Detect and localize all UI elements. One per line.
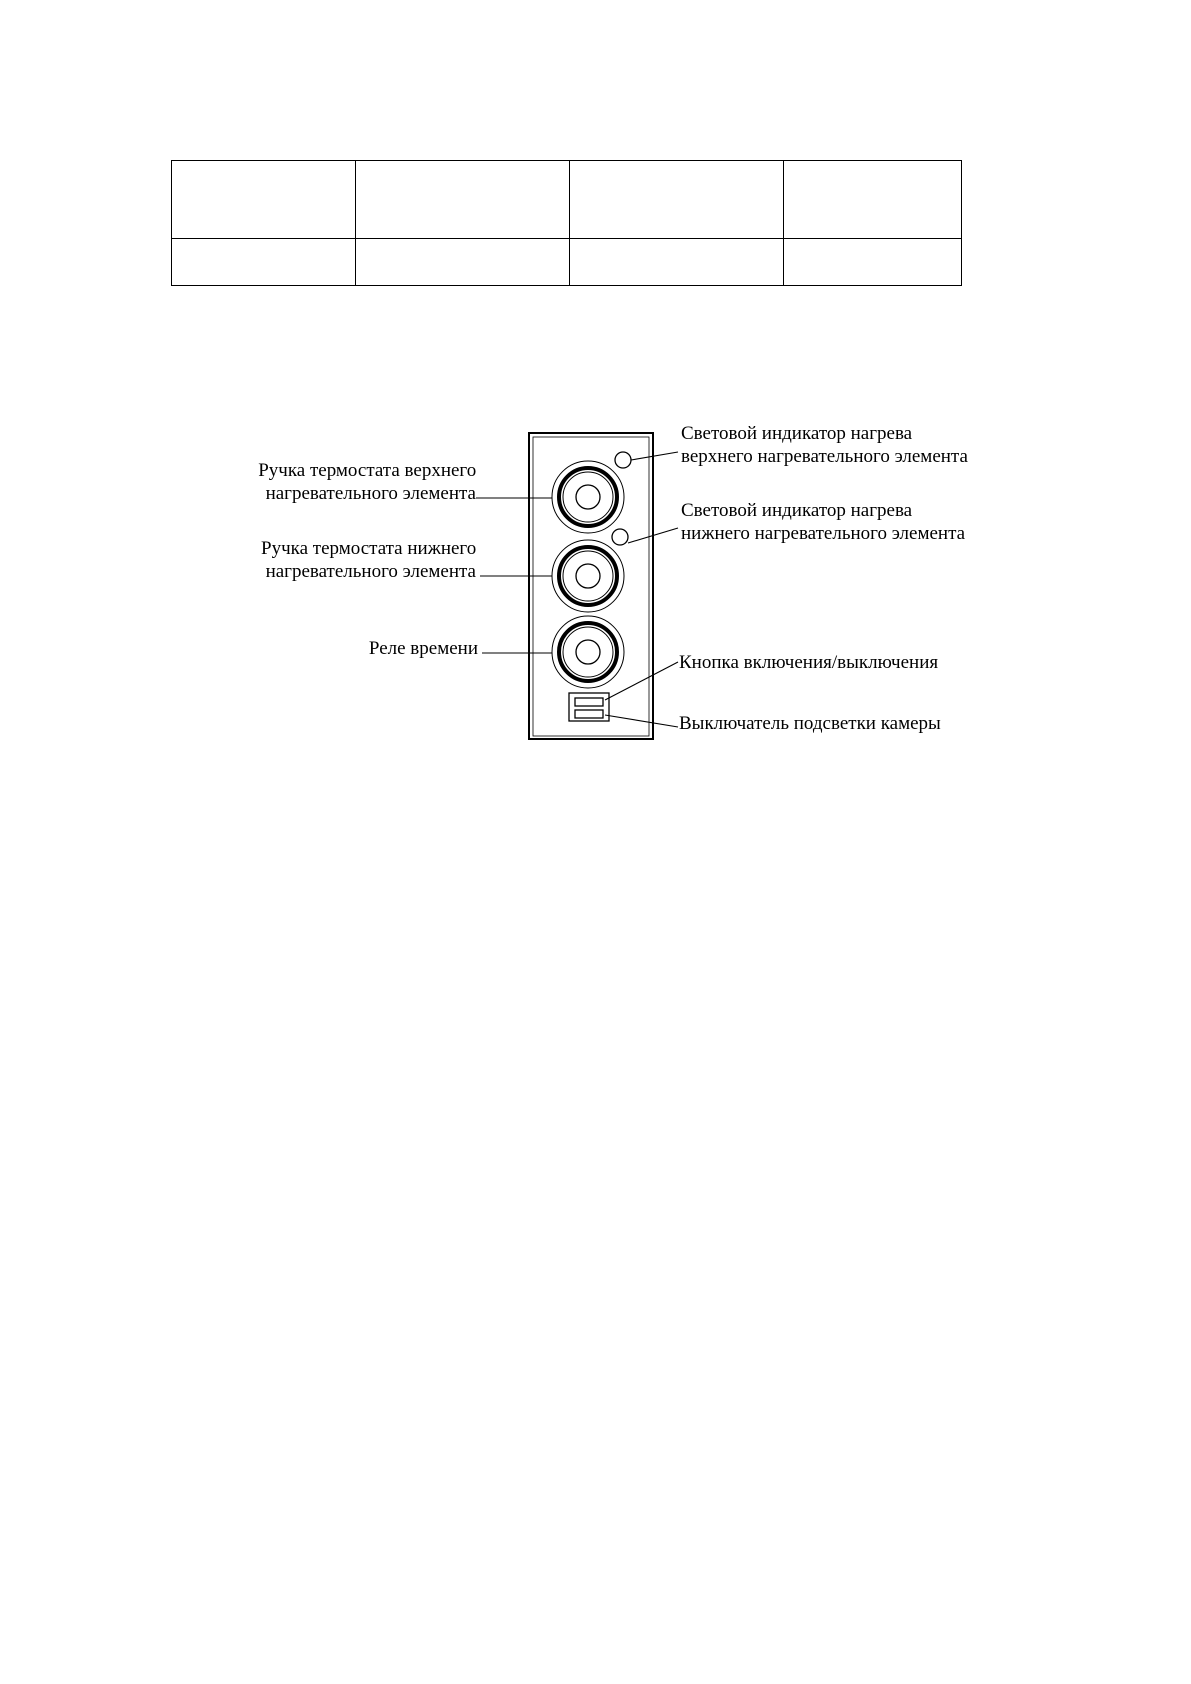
timer-label: Реле времени xyxy=(368,638,478,659)
upper-indicator-light xyxy=(615,452,631,468)
light-switch-label: Выключатель подсветки камеры xyxy=(679,713,941,734)
upper-indicator-label: Световой индикатор нагрева верхнего нагревательного элемента xyxy=(681,423,968,467)
upper-thermostat-knob[interactable] xyxy=(552,461,624,533)
lower-indicator-label: Световой индикатор нагрева нижнего нагревательного элемента xyxy=(681,500,966,544)
power-button-label: Кнопка включения/выключения xyxy=(679,652,939,673)
timer-knob[interactable] xyxy=(552,616,624,688)
light-switch[interactable] xyxy=(575,710,603,718)
lower-indicator-light xyxy=(612,529,628,545)
lower-thermostat-knob[interactable] xyxy=(552,540,624,612)
upper-knob-label: Ручка термостата верхнего нагревательного элемента xyxy=(258,460,477,504)
lower-knob-label: Ручка термостата нижнего нагревательного элемента xyxy=(261,538,477,582)
power-button[interactable] xyxy=(575,698,603,706)
